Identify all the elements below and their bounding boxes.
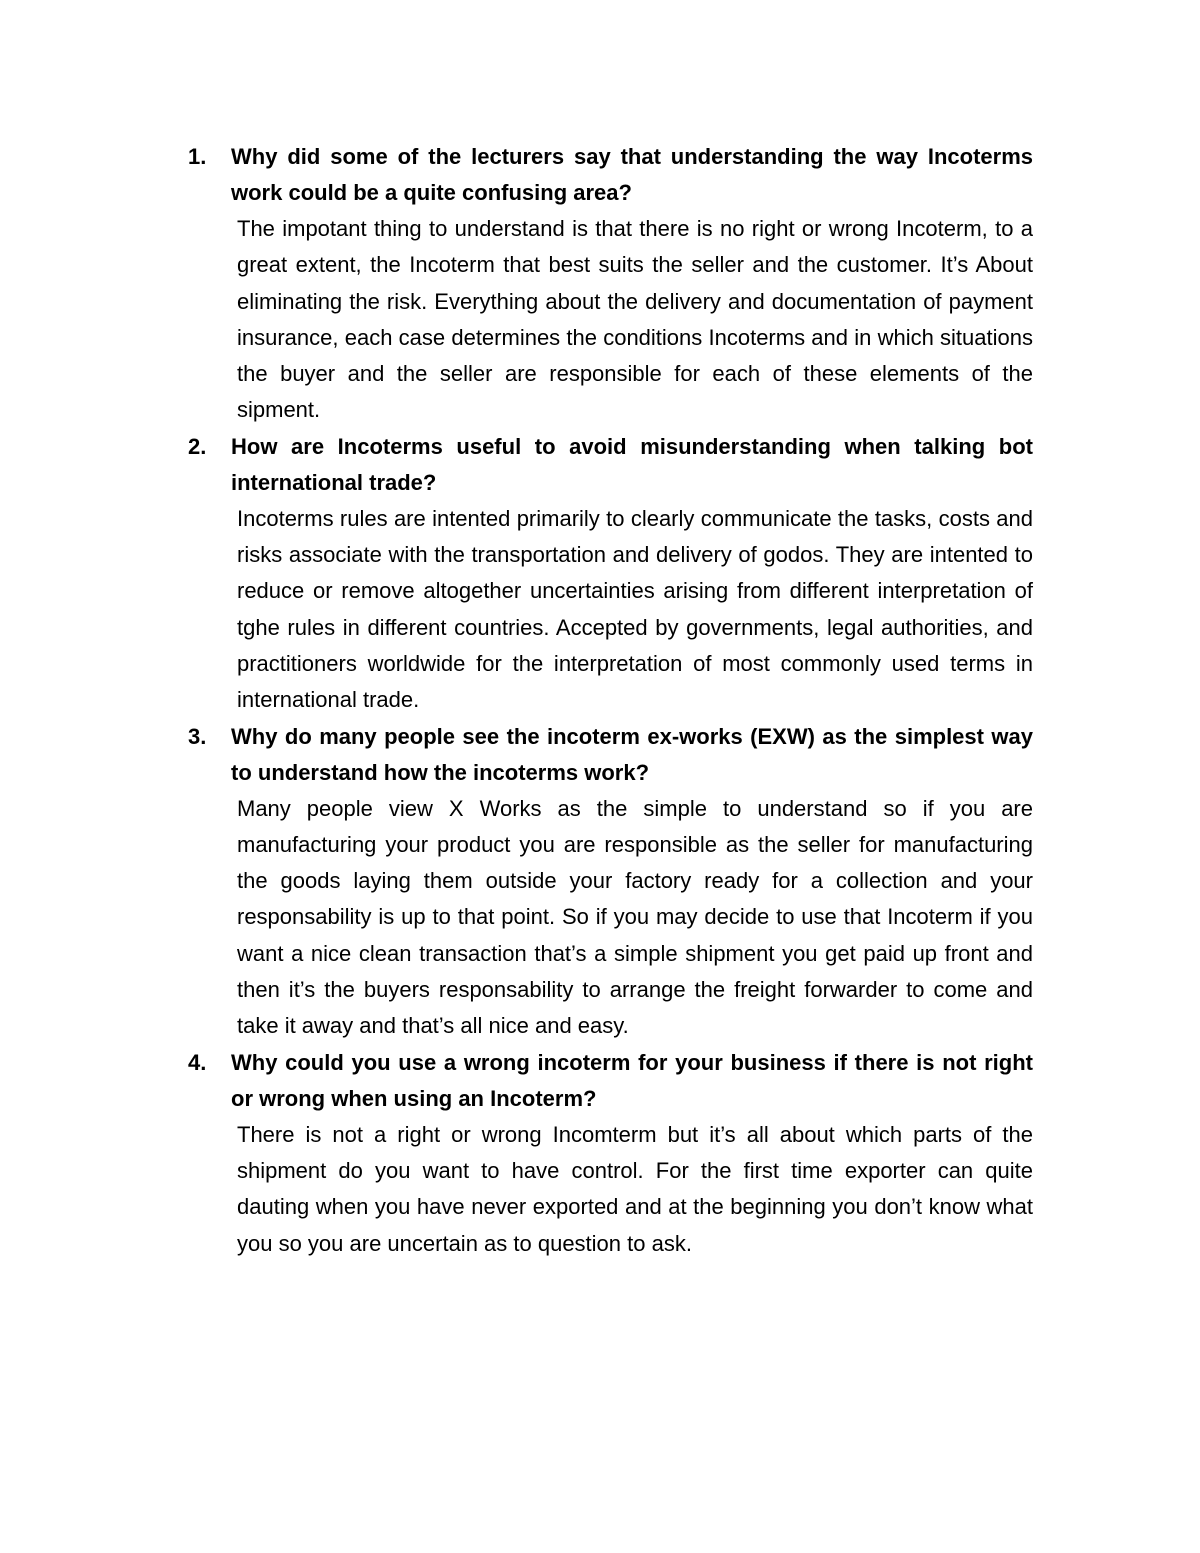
answer-text: There is not a right or wrong Incomterm but it’s all about which parts of the shipment do you want to have control. For the first time exporter can quite dauting when you have never exported and at the beginning you don’t know what you so you are uncertain as to question to ask. — [237, 1121, 1033, 1256]
question-number: 2. — [188, 433, 207, 459]
answer-text: Many people view X Works as the simple to understand so if you are manufacturing your product you are responsible as the seller for manufacturing the goods laying them outside your factory ready for a collection and your responsability is up to that point. So if you may decide to use that Incoterm if you want a nice clean transaction that’s a simple shipment you get paid up front and then it’s the buyers responsability to arrange the freight forwarder to come and take it away and that’s all nice and easy. — [237, 795, 1033, 1039]
question-text: Why could you use a wrong incoterm for your business if there is not right or wrong when using an Incoterm? — [231, 1049, 1033, 1111]
qa-item-3 — [188, 719, 1033, 1045]
question-text: Why do many people see the incoterm ex-works (EXW) as the simplest way to understand how the incoterms work? — [231, 723, 1033, 785]
answer-text: Incoterms rules are intented primarily to clearly communicate the tasks, costs and risks associate with the transportation and delivery of godos. They are intented to reduce or remove altogether uncertainties arising from different interpretation of tghe rules in different countries. Accepted by governments, legal authorities, and practitioners worldwide for the interpretation of most commonly used terms in international trade. — [237, 505, 1033, 713]
question-number: 4. — [188, 1049, 207, 1075]
question-answer-list — [188, 139, 1033, 1262]
question-number: 1. — [188, 144, 207, 169]
answer-text: The impotant thing to understand is that there is no right or wrong Incoterm, to a great extent, the Incoterm that best suits the seller and the customer. It’s About eliminating the risk. Everything about the delivery and documentation of payment insurance, each case determines the conditions Incoterms and in which situations the buyer and the seller are responsible for each of these elements of the sipment. — [237, 216, 1033, 423]
question-text: How are Incoterms useful to avoid misunderstanding when talking bot international trade? — [231, 433, 1033, 495]
qa-item-1 — [188, 139, 1033, 429]
qa-item-2 — [188, 429, 1033, 719]
question-text: Why did some of the lecturers say that understanding the way Incoterms work could be a quite confusing area? — [231, 144, 1033, 205]
question-number: 3. — [188, 723, 207, 749]
qa-item-4 — [188, 1045, 1033, 1262]
